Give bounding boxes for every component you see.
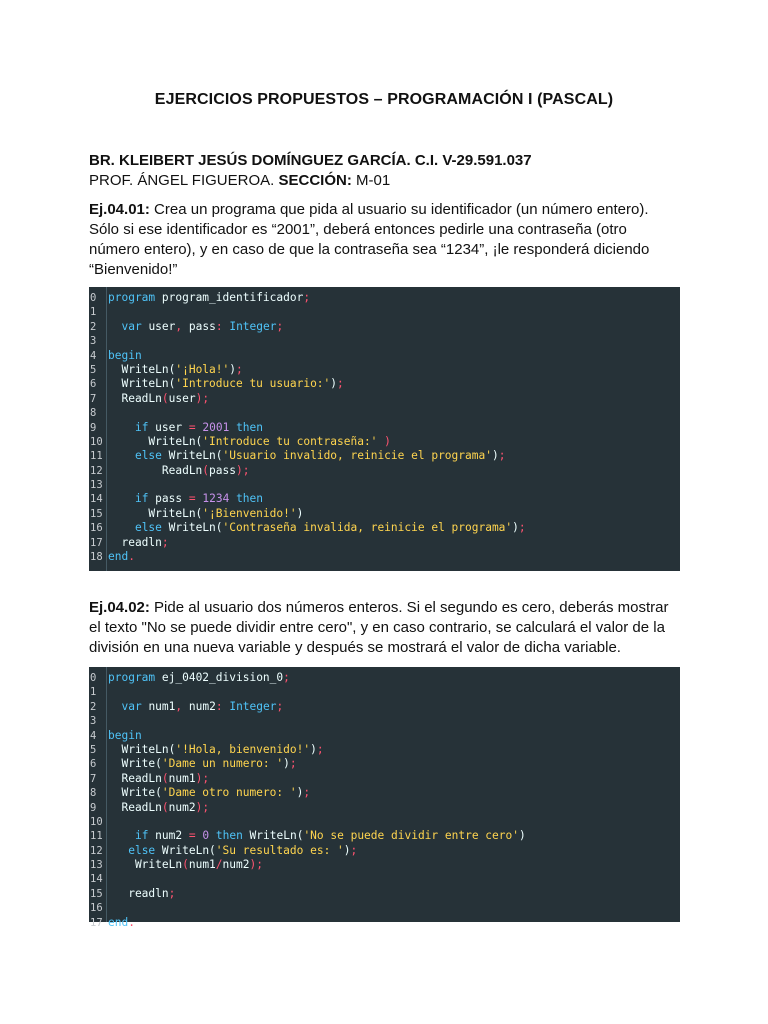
- line-number: 6: [90, 378, 97, 391]
- code-text: program program_identificador;: [108, 291, 311, 304]
- code-text: readln;: [108, 535, 169, 549]
- code-line: [89, 377, 680, 391]
- code-text: else WriteLn('Su resultado es: ');: [128, 843, 358, 857]
- line-number: 7: [90, 772, 97, 785]
- line-number: 1: [90, 686, 97, 699]
- code-text: WriteLn('Introduce tu contraseña:' ): [108, 434, 391, 448]
- code-text: program ej_0402_division_0;: [108, 671, 290, 684]
- code-text: var user, pass: Integer;: [121, 319, 284, 333]
- code-text: WriteLn('¡Hola!');: [108, 362, 243, 376]
- code-text: ReadLn(num1);: [108, 771, 210, 785]
- code-line: [89, 421, 680, 435]
- code-line: [89, 757, 680, 771]
- line-number: 13: [90, 859, 103, 872]
- line-number: 16: [90, 902, 103, 915]
- code-line: [89, 550, 680, 564]
- line-number: 2: [90, 320, 97, 333]
- code-text: else WriteLn('Usuario invalido, reinicie el programa');: [134, 449, 506, 463]
- line-number: 10: [90, 435, 103, 448]
- code-line: [89, 406, 680, 420]
- code-line: [89, 829, 680, 843]
- exercise-2-line: el texto "No se puede dividir entre cero", y en caso contrario, se calculará el valor de la: [89, 619, 665, 636]
- line-number: 15: [90, 507, 103, 520]
- line-number: 3: [90, 715, 97, 728]
- code-text: begin: [108, 348, 142, 362]
- code-text: ReadLn(num2);: [108, 800, 210, 814]
- code-line: [89, 916, 680, 930]
- line-number: 17: [90, 916, 103, 929]
- line-number: 7: [90, 392, 97, 405]
- line-number: 4: [90, 729, 97, 742]
- code-line: [89, 801, 680, 815]
- code-text: else WriteLn('Contraseña invalida, reinicie el programa');: [134, 521, 526, 535]
- line-number: 0: [90, 292, 97, 304]
- exercise-2-statement: [89, 598, 689, 658]
- code-text: ReadLn(user);: [108, 391, 210, 405]
- code-line: [89, 392, 680, 406]
- line-number: 4: [90, 349, 97, 362]
- exercise-1-line: Sólo si ese identificador es “2001”, deberá entonces pedirle una contraseña (otro: [89, 221, 627, 238]
- line-number: 16: [90, 522, 103, 535]
- code-text: end.: [108, 550, 135, 564]
- code-line: [89, 464, 680, 478]
- exercise-2-line: división en una nueva variable y después se mostrará el valor de dicha variable.: [89, 639, 621, 656]
- code-line: [89, 305, 680, 319]
- line-number: 13: [90, 479, 103, 492]
- exercise-2-label: Ej.04.02:: [89, 599, 150, 616]
- code-line: [89, 507, 680, 521]
- page-title: EJERCICIOS PROPUESTOS – PROGRAMACIÓN I (PASCAL): [154, 91, 614, 108]
- line-number: 9: [90, 421, 97, 434]
- line-number: 11: [90, 450, 103, 463]
- code-line: [89, 685, 680, 699]
- code-line: [89, 901, 680, 915]
- line-number: 10: [90, 815, 103, 828]
- code-line: [89, 772, 680, 786]
- code-text: end.: [108, 915, 135, 929]
- line-number: 2: [90, 700, 97, 713]
- code-text: if num2 = 0 then WriteLn('No se puede dividir entre cero'): [134, 829, 526, 843]
- line-number: 8: [90, 407, 97, 420]
- code-block-exercise-1: [89, 287, 680, 571]
- exercise-1-line: número entero), y en caso de que la contraseña sea “1234”, ¡le responderá diciendo: [89, 241, 650, 258]
- code-text: WriteLn('!Hola, bienvenido!');: [108, 742, 324, 756]
- code-line: [89, 492, 680, 506]
- code-line: [89, 887, 680, 901]
- code-line: [89, 743, 680, 757]
- code-line: [89, 844, 680, 858]
- line-number: 17: [90, 536, 103, 549]
- exercise-1-label: Ej.04.01:: [89, 201, 150, 218]
- section-label: SECCIÓN:: [278, 172, 352, 189]
- code-block-exercise-2: [89, 667, 680, 929]
- code-text: ReadLn(pass);: [108, 463, 250, 477]
- line-number: 14: [90, 493, 103, 506]
- code-line: [89, 334, 680, 348]
- line-number: 3: [90, 335, 97, 348]
- code-text: WriteLn('¡Bienvenido!'): [108, 506, 304, 520]
- line-number: 1: [90, 306, 97, 319]
- code-line: [89, 449, 680, 463]
- code-text: WriteLn('Introduce tu usuario:');: [108, 377, 344, 391]
- line-number: 5: [90, 363, 97, 376]
- code-line: [89, 786, 680, 800]
- code-line: [89, 872, 680, 886]
- exercise-1-statement: [89, 200, 689, 280]
- code-text: readln;: [108, 886, 176, 900]
- code-line: [89, 363, 680, 377]
- code-text: if pass = 1234 then: [134, 492, 264, 506]
- code-text: Write('Dame otro numero: ');: [108, 786, 311, 800]
- line-number: 15: [90, 887, 103, 900]
- professor-line: [89, 171, 390, 191]
- code-text: begin: [108, 728, 142, 742]
- author-line: BR. KLEIBERT JESÚS DOMÍNGUEZ GARCÍA. C.I. V-29.591.037: [89, 152, 532, 169]
- code-line: [89, 435, 680, 449]
- line-number: 12: [90, 464, 103, 477]
- code-line: [89, 729, 680, 743]
- line-number: 14: [90, 873, 103, 886]
- code-line: [89, 714, 680, 728]
- code-line: [89, 536, 680, 550]
- code-line: [89, 815, 680, 829]
- code-line: [89, 349, 680, 363]
- exercise-1-line: Ej.04.01: Crea un programa que pida al usuario su identificador (un número entero).: [89, 201, 649, 218]
- code-line: [89, 858, 680, 872]
- line-number: 9: [90, 801, 97, 814]
- code-text: var num1, num2: Integer;: [121, 699, 284, 713]
- line-number: 8: [90, 787, 97, 800]
- code-line: [89, 478, 680, 492]
- line-number: 12: [90, 844, 103, 857]
- code-line: [89, 671, 680, 685]
- section-value: M-01: [356, 172, 391, 189]
- code-text: Write('Dame un numero: ');: [108, 757, 297, 771]
- line-number: 11: [90, 830, 103, 843]
- code-line: [89, 291, 680, 305]
- line-number: 0: [90, 672, 97, 684]
- line-number: 5: [90, 743, 97, 756]
- code-text: if user = 2001 then: [134, 420, 264, 434]
- exercise-1-line: “Bienvenido!”: [89, 261, 178, 278]
- professor-name: PROF. ÁNGEL FIGUEROA.: [89, 172, 275, 189]
- code-line: [89, 700, 680, 714]
- line-number: 18: [90, 551, 103, 564]
- code-line: [89, 521, 680, 535]
- code-text: WriteLn(num1/num2);: [108, 858, 263, 872]
- exercise-2-line: Ej.04.02: Pide al usuario dos números enteros. Si el segundo es cero, deberás mostrar: [89, 599, 669, 616]
- line-number: 6: [90, 758, 97, 771]
- code-line: [89, 320, 680, 334]
